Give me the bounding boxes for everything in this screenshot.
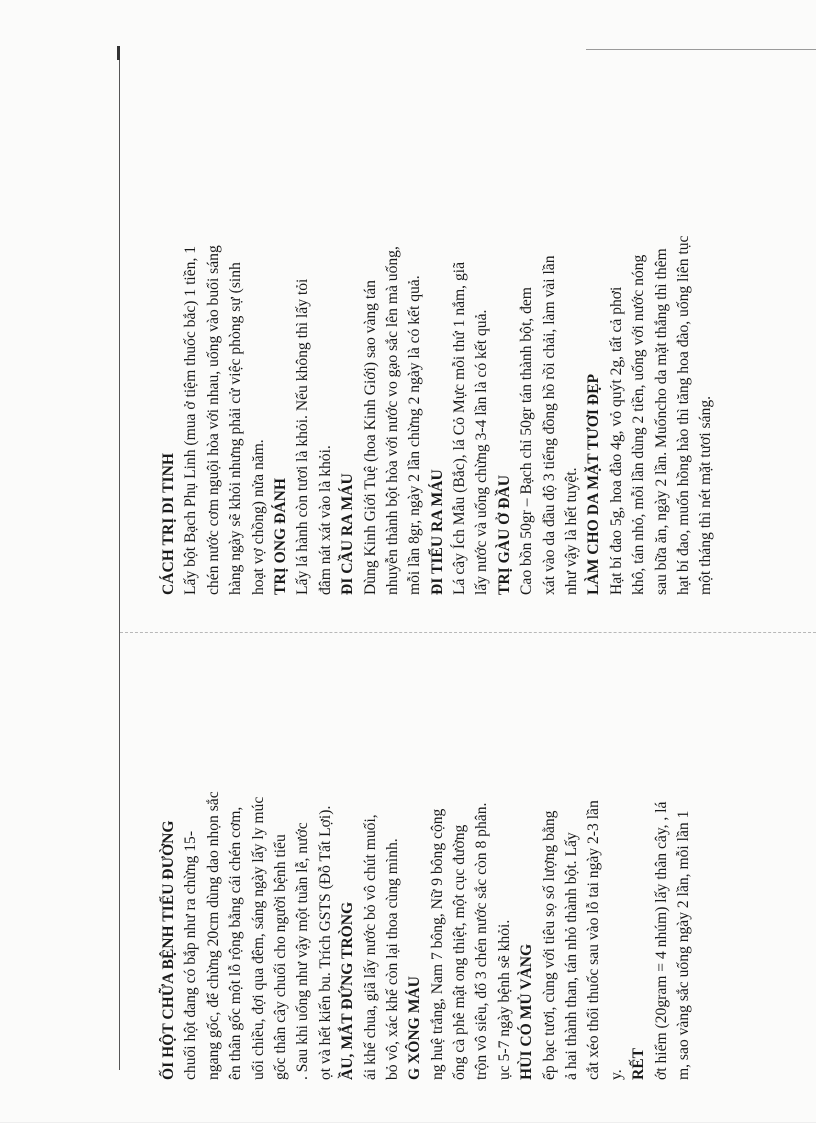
text-line: ngang gốc, để chừng 20cm dùng dao nhọn sắc [204,791,222,1080]
text-line: ái khế chua, giã lấy nước bỏ vô chút muối, [361,814,379,1080]
section-heading: LÀM CHO DA MẶT TƯƠI ĐẸP [585,373,603,595]
text-line: Lá cây Ích Mẫu (Bắc), lá Cỏ Mực mỗi thứ 1 nắm, giã [451,261,469,595]
text-line: lấy nước và uống chừng 3-4 lần là có kết quả. [473,309,491,595]
text-line: sau bữa ăn, ngày 2 lần. Muốncho da mặt thắng thì thêm [652,248,670,595]
page-fold-line [120,632,816,633]
text-line: . Sau khi uống như vậy một tuần lễ, nước [294,822,312,1080]
text-line: đâm nát xát vào là khỏi. [316,445,334,595]
section-heading: G XÔNG MÁU [406,976,424,1080]
text-line: hoạt vợ chồng) nửa năm. [249,439,267,595]
section-heading: ĐI CẦU RA MÁU [339,473,357,595]
left-text-column [158,650,695,1080]
text-line: gốc thân cây chuối cho người bệnh tiểu [271,834,289,1080]
text-line: ả hai thành than, tán nhỏ thành bột. Lấy [563,832,581,1080]
text-line: Dùng Kinh Giới Tuệ (hoa Kinh Giới) sao vàng tán [361,280,379,595]
section-heading: ẦU, MẮT ĐỨNG TRÒNG [339,901,357,1080]
text-line: ống cà phê mật ong thiệt, một cục đường [451,824,469,1080]
section-heading: TRỊ GÀU Ở ĐẦU [495,475,513,595]
text-line: khô, tán nhỏ, mỗi lần dùng 2 tiền, uống với nước nóng [630,254,648,595]
section-heading: ĐI TIỂU RA MÁU [428,469,446,595]
text-line: chuối hột đang có bắp như ra chừng 15- [182,830,200,1080]
text-line: bỏ vô, xác khế còn lại thoa cùng mình. [383,838,401,1080]
text-line: y. [607,1069,625,1080]
text-line: ục 5-7 ngày bệnh sẽ khỏi. [495,919,513,1080]
text-line: trộn vô siêu, đổ 3 chén nước sắc còn 8 phân. [473,802,491,1080]
text-line: xát vào da đầu độ 3 tiếng đồng hồ rồi chải, làm vài lần [540,255,558,595]
text-line: một tháng thì nét mặt tươi sáng. [697,395,715,595]
text-line: mỗi lần 8gr, ngày 2 lần chừng 2 ngày là có kết quả. [406,275,424,595]
text-line: cắt xéo thổi thuốc sau vào lỗ tai ngày 2-3 lần [585,800,603,1080]
text-line: hàng ngày sẽ khỏi nhưng phải cử việc phòng sự (sinh [227,262,245,595]
text-line: uổi chiều, đợi qua đêm, sáng ngày lấy ly múc [249,796,267,1080]
section-heading: TRỊ ONG ĐÁNH [271,478,289,595]
text-line: ếp bạc tươi, cùng với tiêu sọ số lượng bằng [540,810,558,1080]
section-heading: RẾT [630,1047,648,1080]
text-line: như vậy là hết tuyệt. [563,467,581,595]
text-line: Lấy bột Bạch Phụ Linh (mua ở tiệm thuốc bắc) 1 tiền, 1 [182,245,200,595]
right-text-column [158,50,718,595]
text-line: m, sao vàng sắc uống ngày 2 lần, mỗi lần 1 [674,810,692,1080]
text-line: Hạt bí đao 5g, hoa đào 4g, vỏ quýt 2g, tất cả phơi [607,286,625,595]
text-line: ên thân gốc một lỗ rộng bằng cái chén cơm, [227,806,245,1080]
text-line: nhuyễn thành bột hòa với nước vo gạo sắc lên mà uống, [383,246,401,595]
text-line: chén nước cơm nguội hòa với nhau, uống vào buổi sáng [204,245,222,595]
text-line: hạt bí đao, muốn hồng hào thì tăng hoa đào, uống liên tục [674,235,692,595]
section-heading: HÙI CÓ MỦ VÀNG [518,943,536,1080]
page-edge-line-left [119,48,120,1070]
section-heading: ỐI HỘT CHỮA BỆNH TIỂU ĐƯỜNG [160,820,177,1080]
text-line: ọt và hết kiến bu. Trích GSTS (Đỗ Tất Lợi). [316,805,334,1080]
text-line: Cao bồn 50gr – Bạch chỉ 50gr tán thành bột, đem [518,287,536,595]
section-heading: CÁCH TRỊ DI TINH [160,453,177,595]
page-corner-mark [117,46,120,60]
text-line: ng huệ trắng, Nam 7 bông, Nữ 9 bông cộng [428,808,446,1080]
text-line: Lấy lá hành còn tươi là khỏi. Nếu không thì lấy tỏi [294,278,312,595]
text-line: ớt hiểm (20gram = 4 nhúm) lấy thân cây, , lá [652,801,670,1080]
